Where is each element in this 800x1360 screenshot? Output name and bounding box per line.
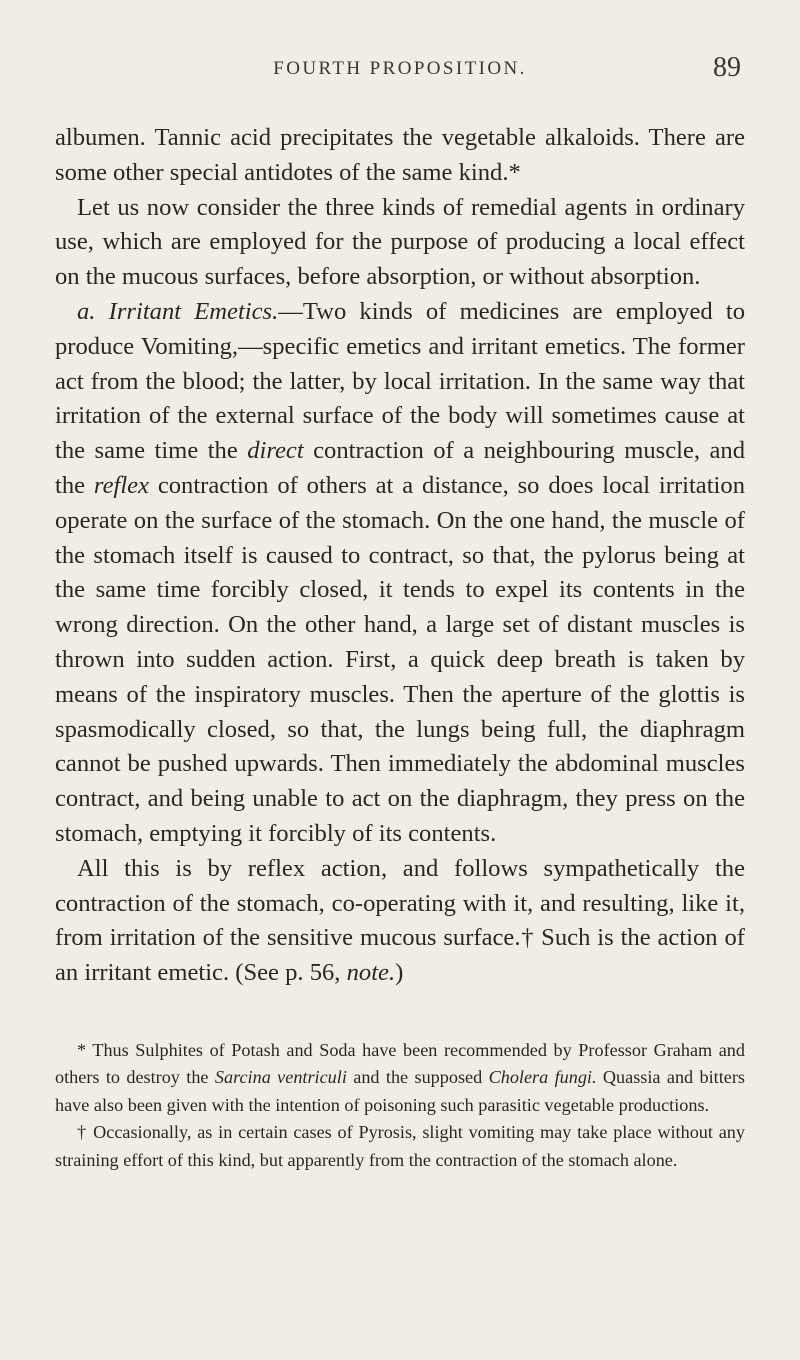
- paragraph-text: Let us now consider the three kinds of remedial agents in ordinary use, which are employed for the purpose of producing a local effect on the mucous surfaces, before absorption, or without absorption.: [55, 193, 745, 291]
- footnote-text: * Thus Sulphites of Potash and Soda have been recommended by Professor Graham and others to destroy the: [55, 1040, 745, 1088]
- paragraph-text: contraction of a neighbouring muscle, and the: [55, 437, 745, 499]
- paragraph-continuation: [55, 121, 745, 191]
- section-marker: a.: [77, 297, 96, 325]
- footnotes: [55, 1037, 745, 1174]
- emphasis-sarcina: Sarcina ventriculi: [214, 1067, 347, 1088]
- emphasis-direct: direct: [247, 437, 304, 465]
- footnote-dagger: [55, 1119, 745, 1174]
- paragraph-remedial-agents: [55, 191, 745, 295]
- paragraph-text: albumen. Tannic acid precipitates the vegetable alkaloids. There are some other special antidotes of the same kind.*: [55, 124, 745, 186]
- paragraph-text: —Two kinds of medicines are employed to produce Vomiting,—specific emetics and irritant emetics. The former act from the blood; the latter, by local irritation. In the same way that irritation of the external surface of the body will sometimes cause at the same time the: [55, 297, 745, 465]
- emphasis-note: note.: [346, 959, 396, 987]
- page-number: 89: [713, 52, 741, 83]
- paragraph-text: ): [395, 959, 404, 987]
- paragraph-text: All this is by reflex action, and follows sympathetically the contraction of the stomach, co-operating with it, and resulting, like it, from irritation of the sensitive mucous surface.† Such is the action of an irritant emetic. (See p. 56,: [55, 854, 745, 987]
- emphasis-reflex: reflex: [93, 471, 149, 499]
- paragraph-text: contraction of others at a distance, so does local irritation operate on the surface of the stomach. On the one hand, the muscle of the stomach itself is caused to contract, so that, the pylorus being at the same time forcibly closed, it tends to expel its contents in the wrong direction. On the other hand, a large set of distant muscles is thrown into sudden action. First, a quick deep breath is taken by means of the inspiratory muscles. Then the aperture of the glottis is spasmodically closed, so that, the lungs being full, the diaphragm cannot be pushed upwards. Then immediately the abdominal muscles contract, and being unable to act on the diaphragm, they press on the stomach, emptying it forcibly of its contents.: [55, 471, 745, 847]
- emphasis-cholera: Cholera fungi.: [488, 1067, 597, 1088]
- paragraph-reflex-action: [55, 852, 745, 991]
- footnote-text: † Occasionally, as in certain cases of Pyrosis, slight vomiting may take place without any straining effort of this kind, but apparently from the contraction of the stomach alone.: [55, 1122, 745, 1170]
- section-heading: Irritant Emetics.: [108, 297, 279, 325]
- footnote-text: Quassia and bitters have also been given with the intention of poisoning such parasitic vegetable productions.: [55, 1067, 745, 1115]
- running-title: FOURTH PROPOSITION.: [273, 58, 527, 79]
- paragraph-irritant-emetics: [55, 295, 745, 852]
- footnote-text: and the supposed: [346, 1067, 489, 1088]
- running-head: [55, 52, 745, 92]
- footnote-asterisk: [55, 1037, 745, 1119]
- body-text: [55, 121, 745, 991]
